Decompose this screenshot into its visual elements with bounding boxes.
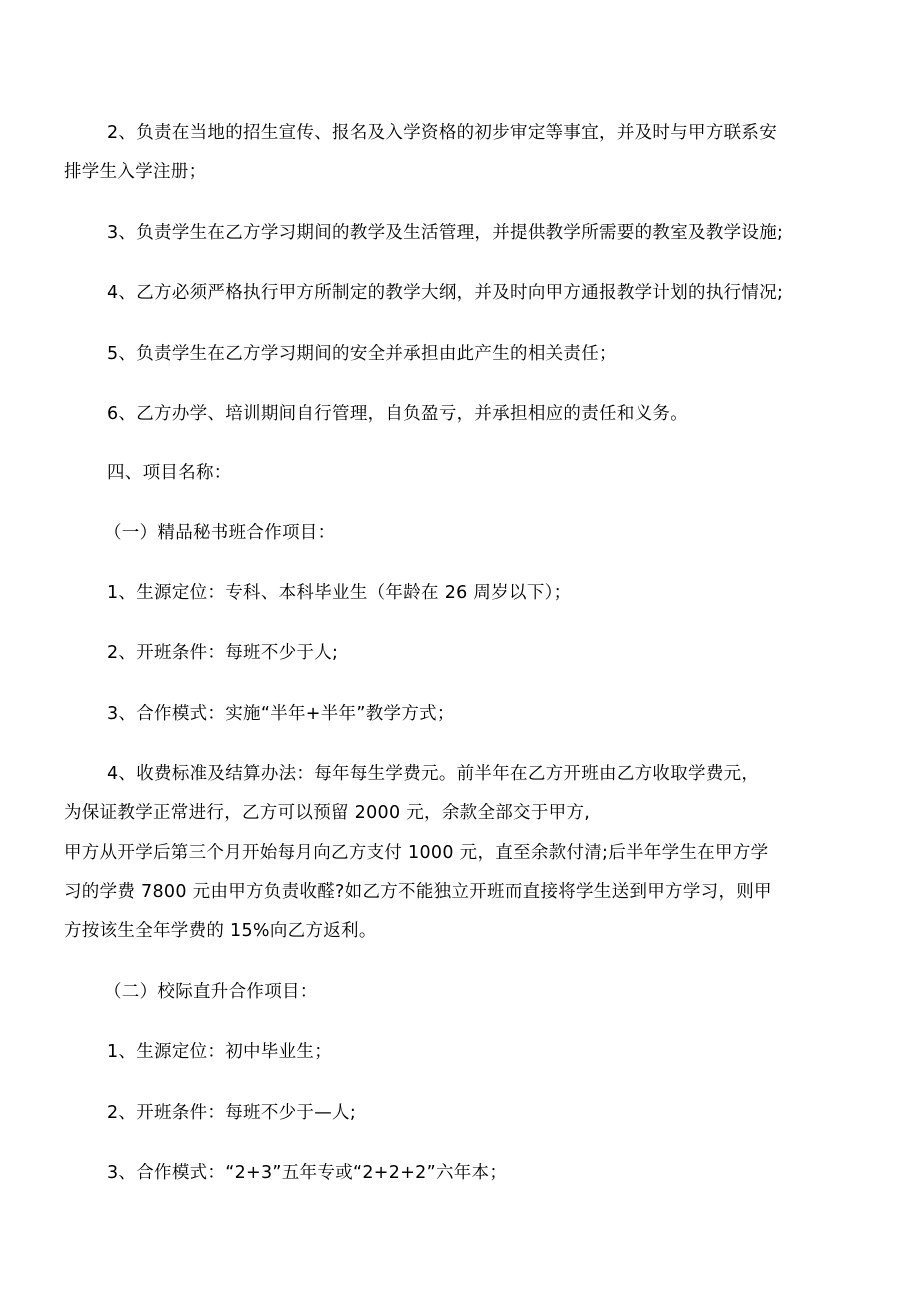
p6-line: 6、乙方办学、培训期间自行管理，自负盈亏，并承担相应的责任和义务。 [107, 404, 689, 424]
project-two-item-2: 2、开班条件：每班不少于—人; [107, 1103, 357, 1123]
project-two-item-3: 3、合作模式：“2+3”五年专或“2+2+2”六年本； [107, 1163, 508, 1183]
project-one-item-4-line-4: 习的学费 7800 元由甲方负责收醛?如乙方不能独立开班而直接将学生送到甲方学习，则甲 [64, 882, 772, 902]
project-one-item-4-line-1: 4、收费标准及结算办法：每年每生学费元。前半年在乙方开班由乙方收取学费元， [107, 764, 760, 784]
project-one-heading: （一）精品秘书班合作项目： [104, 523, 336, 543]
project-one-item-3: 3、合作模式：实施“半年+半年”教学方式； [107, 704, 455, 724]
project-one-item-1: 1、生源定位：专科、本科毕业生（年龄在 26 周岁以下）； [107, 583, 572, 603]
p2-line-2: 排学生入学注册； [64, 162, 207, 182]
project-one-item-4-line-2: 为保证教学正常进行，乙方可以预留 2000 元，余款全部交于甲方, [64, 803, 591, 823]
project-one-item-4-line-5: 方按该生全年学费的 15%向乙方返利。 [64, 921, 377, 941]
p3-line: 3、负责学生在乙方学习期间的教学及生活管理，并提供教学所需要的教室及教学设施; [107, 223, 784, 243]
project-two-heading: （二）校际直升合作项目： [104, 982, 318, 1002]
section-four-heading: 四、项目名称： [107, 463, 232, 483]
p4-line: 4、乙方必须严格执行甲方所制定的教学大纲，并及时向甲方通报教学计划的执行情况; [107, 283, 784, 303]
project-one-item-4-line-3: 甲方从开学后第三个月开始每月向乙方支付 1000 元，直至余款付清;后半年学生在甲方学 [64, 843, 769, 863]
p2-line-1: 2、负责在当地的招生宣传、报名及入学资格的初步审定等事宜，并及时与甲方联系安 [107, 123, 778, 143]
project-two-item-1: 1、生源定位：初中毕业生； [107, 1042, 333, 1062]
p5-line: 5、负责学生在乙方学习期间的安全并承担由此产生的相关责任； [107, 344, 617, 364]
project-one-item-2: 2、开班条件：每班不少于人; [107, 643, 339, 663]
